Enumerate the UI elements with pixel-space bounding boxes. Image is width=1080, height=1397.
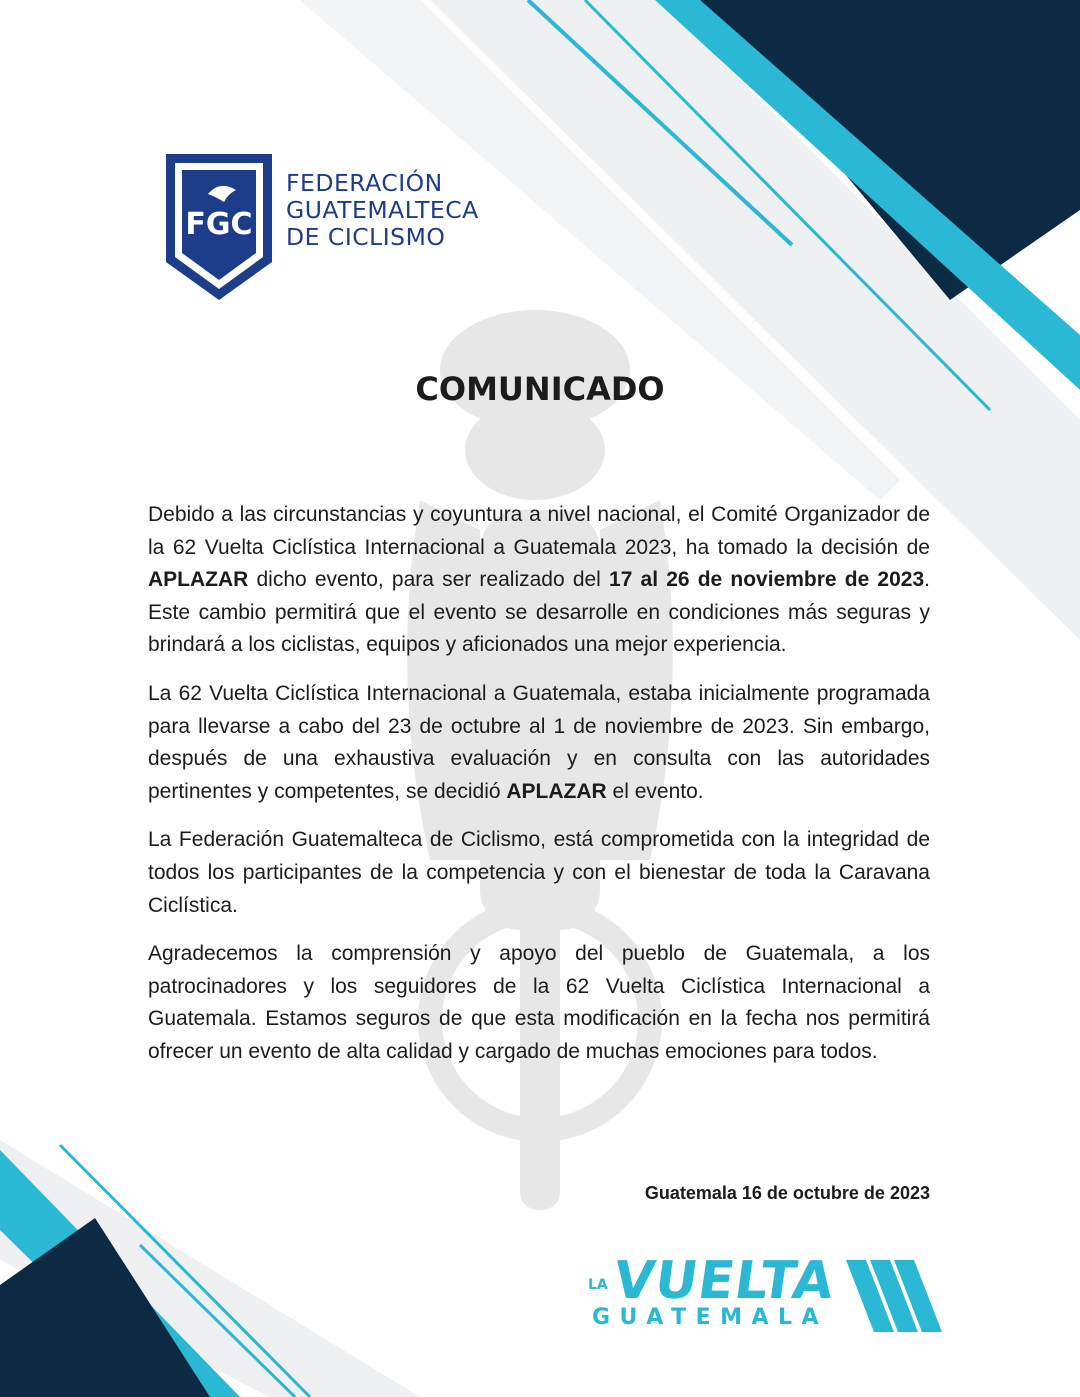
document-title: COMUNICADO: [415, 370, 665, 408]
paragraph-2: La 62 Vuelta Ciclística Internacional a Guatemala, estaba inicialmente programada para llevarse a cabo del 23 de octubre al 1 de noviembre de 2023. Sin embargo, después de una exhaustiva evaluación y en consulta con las autoridades pertinentes y competentes, se decidió APLAZAR el evento.: [148, 681, 930, 803]
federation-name: [286, 170, 479, 251]
vuelta-logo-sub: GUATEMALA: [592, 1305, 829, 1330]
paragraph-1: Debido a las circunstancias y coyuntura a nivel nacional, el Comité Organizador de la 62 Vuelta Ciclística Internacional a Guatemala 2023, ha tomado la decisión de APLAZAR dicho evento, para ser realizado del 17 al 26 de noviembre de 2023. Este cambio permitirá que el evento se desarrolle en condiciones más seguras y brindará a los ciclistas, equipos y aficionados una mejor experiencia.: [148, 503, 930, 657]
logo-initials: FGC: [185, 207, 253, 242]
document-date: Guatemala 16 de octubre de 2023: [644, 1183, 930, 1203]
paragraph-4: Agradecemos la comprensión y apoyo del pueblo de Guatemala, a los patrocinadores y los seguidores de la 62 Vuelta Ciclística Internacional a Guatemala. Estamos seguros de que esta modificación en la fecha nos permitirá ofrecer un evento de alta calidad y cargado de muchas emociones para todos.: [148, 942, 930, 1063]
federation-name-line-2: GUATEMALTECA: [286, 196, 479, 224]
vuelta-guatemala-logo: [588, 1251, 948, 1338]
vuelta-logo-prefix: LA: [588, 1277, 608, 1293]
vuelta-bars-icon: [846, 1260, 946, 1332]
vuelta-logo-main: VUELTA: [609, 1251, 839, 1311]
paragraph-3: La Federación Guatemalteca de Ciclismo, está comprometida con la integridad de todos los participantes de la competencia y con el bienestar de toda la Caravana Ciclística.: [148, 828, 930, 917]
federation-name-line-3: DE CICLISMO: [286, 223, 446, 251]
document-body: [148, 499, 930, 1085]
federation-name-line-1: FEDERACIÓN: [286, 169, 443, 197]
federation-logo: [162, 150, 482, 305]
fgc-shield-icon: [162, 150, 276, 304]
